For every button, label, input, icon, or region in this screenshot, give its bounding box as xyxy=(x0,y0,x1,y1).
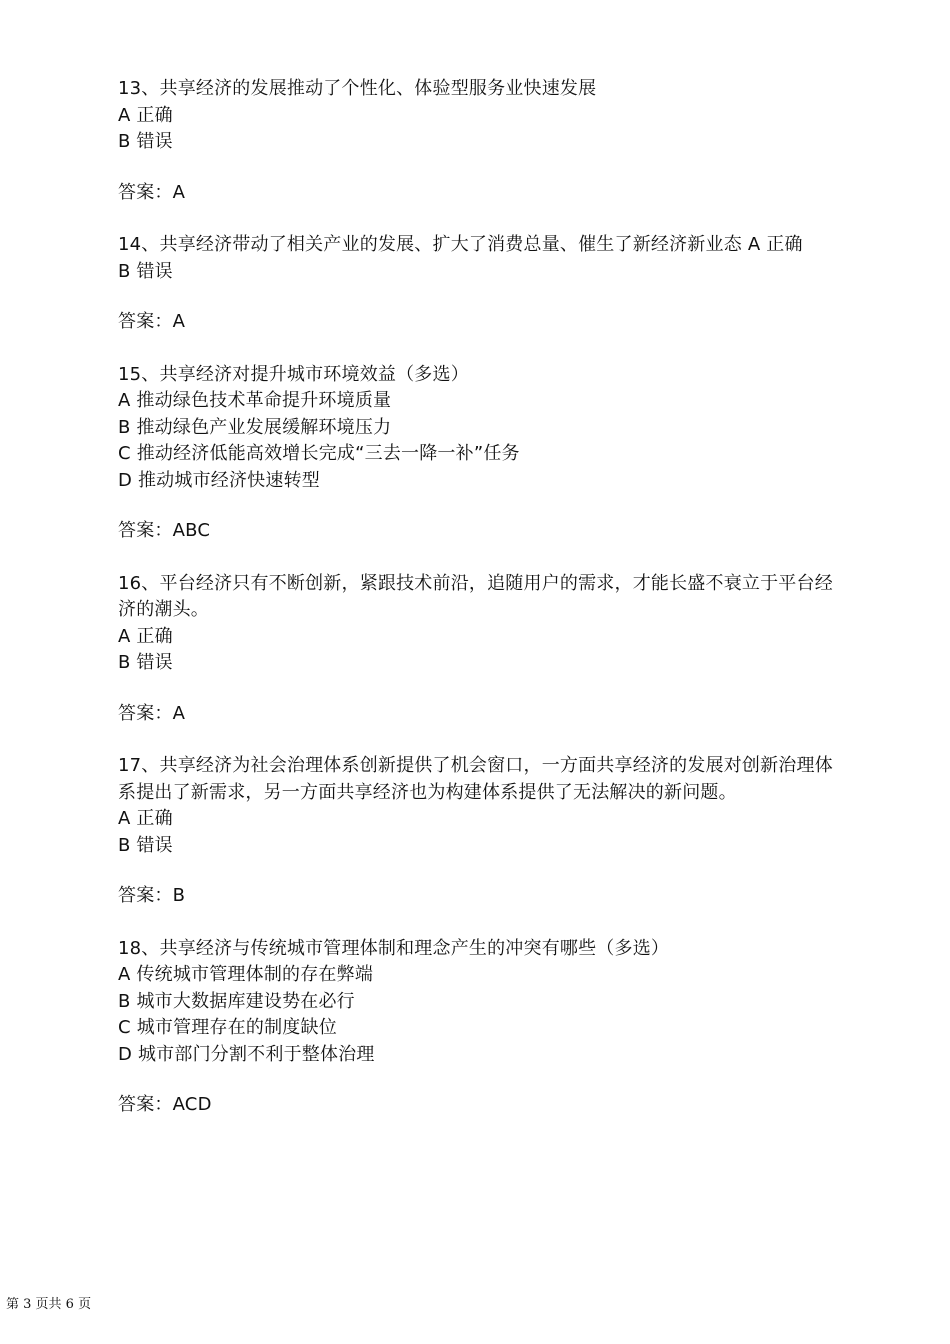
option-a: A 传统城市管理体制的存在弊端 xyxy=(118,964,374,985)
option-a: A 推动绿色技术革命提升环境质量 xyxy=(118,390,392,411)
option-d: D 推动城市经济快速转型 xyxy=(118,469,320,491)
option-b: B 推动绿色产业发展缓解环境压力 xyxy=(118,416,392,438)
option-b: B 城市大数据库建设势在必行 xyxy=(118,990,355,1012)
option-b: B 错误 xyxy=(118,131,173,152)
answer: 答案：A xyxy=(118,702,186,724)
answer: 答案：A xyxy=(118,311,186,332)
option-a: A 正确 xyxy=(118,104,173,126)
answer: 答案：A xyxy=(118,181,186,203)
question-17 xyxy=(118,753,836,910)
question-stem: 13、共享经济的发展推动了个性化、体验型服务业快速发展 xyxy=(118,78,597,99)
option-c: C 推动经济低能高效增长完成“三去一降一补”任务 xyxy=(118,443,520,464)
option-d: D 城市部门分割不利于整体治理 xyxy=(118,1043,375,1065)
question-stem: 18、共享经济与传统城市管理体制和理念产生的冲突有哪些（多选） xyxy=(118,937,670,959)
option-a: A 正确 xyxy=(118,625,173,647)
question-13 xyxy=(118,76,836,206)
option-a: A 正确 xyxy=(118,808,173,829)
question-16 xyxy=(118,571,836,728)
page-number: 第 3 页共 6 页 xyxy=(6,1297,92,1312)
option-b: B 错误 xyxy=(118,834,173,856)
question-stem: 17、共享经济为社会治理体系创新提供了机会窗口，一方面共享经济的发展对创新治理体系提出了新需求，另一方面共享经济也为构建体系提供了无法解决的新问题。 xyxy=(118,755,833,803)
option-c: C 城市管理存在的制度缺位 xyxy=(118,1017,337,1038)
question-14 xyxy=(118,232,836,336)
option-b: B 错误 xyxy=(118,652,173,673)
question-stem: 14、共享经济带动了相关产业的发展、扩大了消费总量、催生了新经济新业态 A 正确 xyxy=(118,234,803,255)
question-stem: 16、平台经济只有不断创新，紧跟技术前沿，追随用户的需求，才能长盛不衰立于平台经济的潮头。 xyxy=(118,572,833,620)
question-15 xyxy=(118,362,836,545)
answer: 答案：ACD xyxy=(118,1094,212,1115)
answer: 答案：ABC xyxy=(118,520,211,541)
answer: 答案：B xyxy=(118,885,186,906)
document-body xyxy=(118,76,836,1145)
question-stem: 15、共享经济对提升城市环境效益（多选） xyxy=(118,363,469,385)
question-18 xyxy=(118,936,836,1119)
option-b: B 错误 xyxy=(118,260,173,282)
